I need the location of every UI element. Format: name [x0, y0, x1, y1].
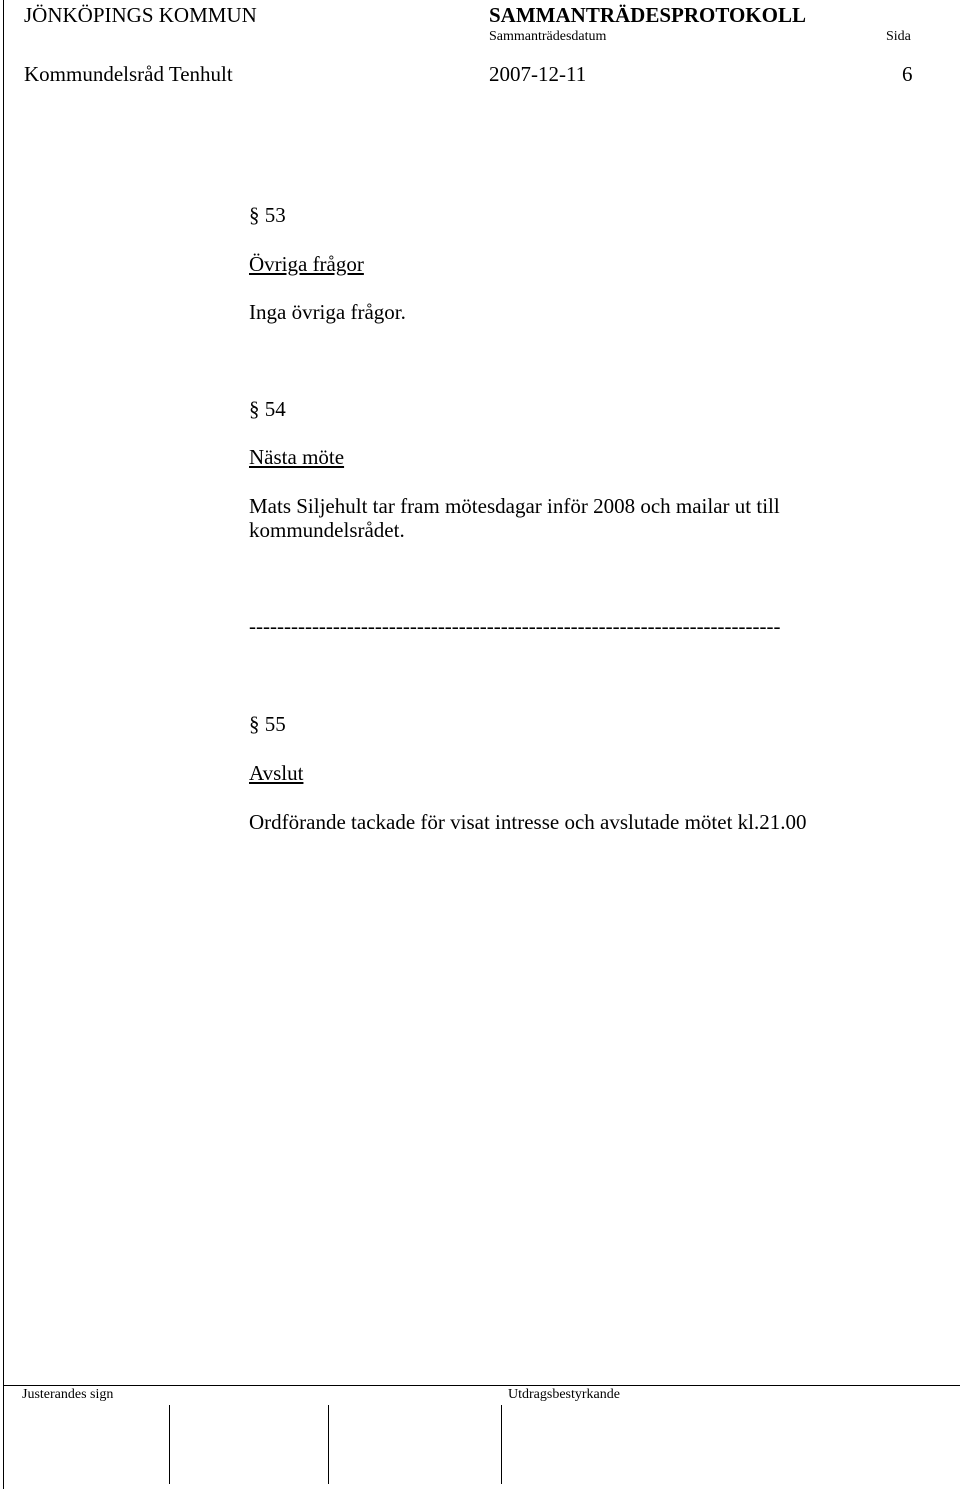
section-title: Övriga frågor	[249, 252, 364, 276]
signature-divider	[328, 1405, 329, 1484]
section-title: Nästa möte	[249, 445, 345, 469]
signature-divider	[501, 1405, 502, 1484]
page-label: Sida	[886, 29, 911, 44]
left-margin-rule	[3, 0, 4, 1489]
council-name: Kommundelsråd Tenhult	[24, 62, 233, 86]
footer-rule	[3, 1385, 960, 1386]
separator-line: ----------------------------------------------------------------------------	[249, 614, 781, 638]
signature-divider	[169, 1405, 170, 1484]
organization-name: JÖNKÖPINGS KOMMUN	[24, 3, 257, 27]
section-text: Mats Siljehult tar fram mötesdagar inför 2008 och mailar ut till kommundelsrådet.	[249, 494, 780, 542]
section-number: § 55	[249, 712, 286, 736]
section-text: Ordförande tackade för visat intresse och avslutade mötet kl.21.00	[249, 810, 807, 834]
page-number: 6	[902, 62, 913, 86]
protocol-title: SAMMANTRÄDESPROTOKOLL	[489, 3, 806, 27]
section-title: Avslut	[249, 761, 304, 785]
meeting-date: 2007-12-11	[489, 62, 587, 86]
section-number: § 54	[249, 397, 286, 421]
section-number: § 53	[249, 203, 286, 227]
meeting-date-label: Sammanträdesdatum	[489, 29, 607, 44]
section-text: Inga övriga frågor.	[249, 300, 406, 324]
utdrag-label: Utdragsbestyrkande	[508, 1387, 620, 1402]
justering-label: Justerandes sign	[22, 1387, 114, 1402]
